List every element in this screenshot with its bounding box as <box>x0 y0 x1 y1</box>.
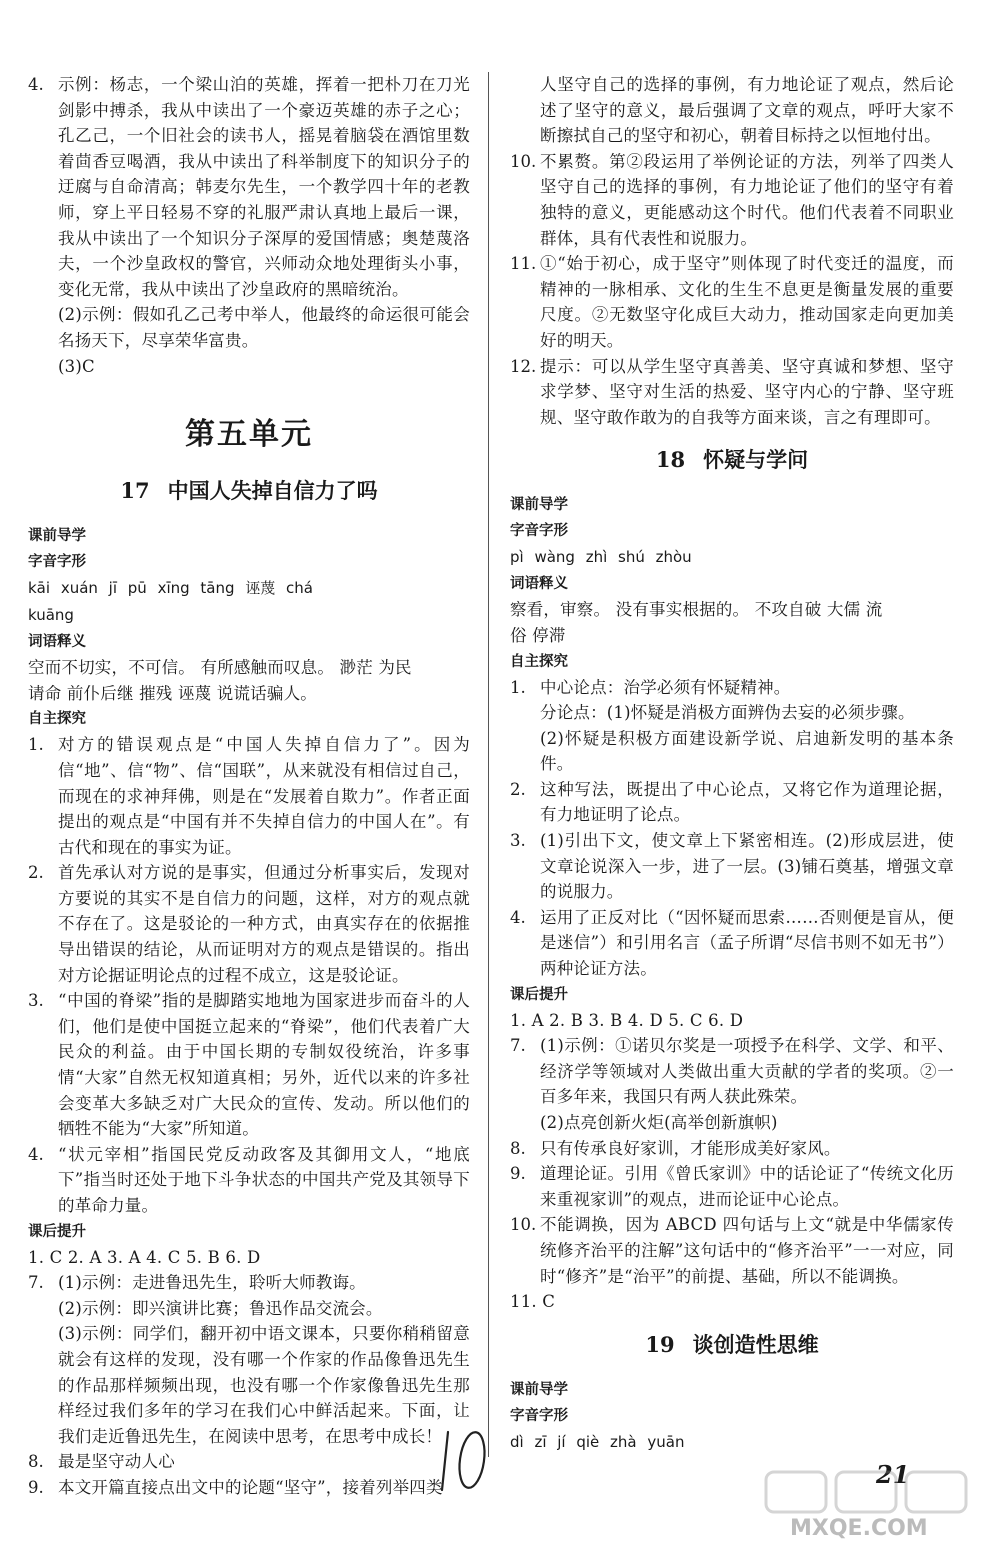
item-text: 提示：可以从学生坚守真善美、坚守真诚和梦想、坚守求学梦、坚守对生活的热爱、坚守内心的宁静、坚守班规、坚守敢作敢为的自我等方面来谈，言之有理即可。 <box>540 356 954 427</box>
item-text: ①“始于初心，成于坚守”则体现了时代变迁的温度，而精神的一脉相承、文化的生生不息更是衡量发展的重要尺度。②无数坚守化成巨大动力，推动国家走向更加美好的明天。 <box>540 254 954 350</box>
item-text: (2)示例：假如孔乙己考中举人，他最终的命运很可能会名扬天下，尽享荣华富贵。 <box>58 305 470 350</box>
item-number: 3. <box>28 991 44 1011</box>
answer-item <box>510 777 954 828</box>
item-number: 7. <box>510 1036 526 1056</box>
column-divider <box>488 72 489 1457</box>
item-text: 11. C <box>510 1292 556 1312</box>
handwritten-mark <box>434 1420 494 1500</box>
lesson-number: 19 <box>645 1331 675 1357</box>
item-text: 本文开篇直接点出文中的论题“坚守”，接着列举四类 <box>58 1477 443 1497</box>
answer-item <box>510 905 954 982</box>
item-text: (2)怀疑是积极方面建设新学说、启迪新发明的基本条件。 <box>540 728 954 774</box>
subsection-heading: 自主探究 <box>510 653 568 670</box>
answer-item <box>510 1212 954 1289</box>
item-text: (2)示例：即兴演讲比赛；鲁迅作品交流会。 <box>58 1298 383 1318</box>
section-heading: 课前导学 <box>510 1381 568 1398</box>
answer-item <box>510 1136 954 1162</box>
item-text: 运用了正反对比（“因怀疑而思索……否则便是盲从，便是迷信”）和引用名言（孟子所谓“尽信书则不如无书”）两种论证方法。 <box>540 907 954 979</box>
section-heading: 课前导学 <box>28 528 86 545</box>
section-heading: 课前导学 <box>510 497 568 514</box>
item-number: 4. <box>28 75 44 94</box>
item-number: 7. <box>28 1273 44 1293</box>
answer-item <box>510 149 954 251</box>
choice-answers: 1. C 2. A 3. A 4. C 5. B 6. D <box>28 1247 261 1267</box>
item-number: 1. <box>28 735 44 755</box>
subsection-heading: 课后提升 <box>28 1223 86 1240</box>
lesson-title <box>510 444 954 474</box>
answer-item <box>28 860 470 988</box>
item-text: 中心论点：治学必须有怀疑精神。 <box>540 677 791 697</box>
vocab-line: 空而不切实，不可信。 有所感触而叹息。 渺茫 为民 <box>28 658 412 678</box>
subsection-heading: 字音字形 <box>28 554 86 571</box>
item-number: 1. <box>510 677 526 697</box>
item-number: 10. <box>510 1215 537 1235</box>
item-text: (3)C <box>58 356 95 376</box>
vocab-line: 俗 停滞 <box>510 625 566 645</box>
answer-item <box>510 828 954 905</box>
item-text: 这种写法，既提出了中心论点，又将它作为道理论据，有力地证明了论点。 <box>540 779 954 825</box>
pinyin-line: dì zī jí qiè zhà yuān <box>510 1432 685 1451</box>
subsection-heading: 课后提升 <box>510 986 568 1003</box>
subsection-heading: 自主探究 <box>28 711 86 728</box>
item-text: 示例：杨志，一个梁山泊的英雄，挥着一把朴刀在刀光剑影中搏杀，我从中读出了一个豪迈英雄的赤子之心；孔乙己，一个旧社会的读书人，摇晃着脑袋在酒馆里数着茴香豆喝酒，我从中读出了科举制度下的知识分子的迂腐与自命清高；韩麦尔先生，一个教学四十年的老教师，穿上平日轻易不穿的礼服严肃认真地上最后一课，我从中读出了一个知识分子深厚的爱国情感；奥楚蔑洛夫，一个沙皇政权的警官，兴师动众地处理街头小事，变化无常，我从中读出了沙皇政府的黑暗统治。 <box>58 75 470 299</box>
lesson-name: 怀疑与学问 <box>703 447 809 473</box>
item-text: (3)示例：同学们，翻开初中语文课本，只要你稍稍留意就会有这样的发现，没有哪一个作家的作品像鲁迅先生的作品那样频频出现，也没有哪一个作家像鲁迅先生那样经过我们多年的学习在我们心中鲜活起来。下面，让我们走近鲁迅先生，在阅读中思考，在思考中成长！ <box>58 1324 470 1446</box>
pinyin-line: kuāng <box>28 606 74 625</box>
vocab-line: 察看，审察。 没有事实根据的。 不攻自破 大儒 流 <box>510 600 883 620</box>
unit-title: 第五单元 <box>185 417 313 453</box>
subsection-heading: 字音字形 <box>510 523 568 540</box>
subsection-heading: 词语释义 <box>28 634 86 651</box>
item-text: 最是坚守动人心 <box>58 1452 175 1472</box>
left-column <box>28 72 470 1501</box>
item-text: “状元宰相”指国民党反动政客及其御用文人，“地底下”指当时还处于地下斗争状态的中国共产党及其领导下的革命力量。 <box>58 1144 470 1215</box>
item-text: (1)示例：①诺贝尔奖是一项授予在科学、文学、和平、经济学等领域对人类做出重大贡献的学者的奖项。②一百多年来，我国只有两人获此殊荣。 <box>540 1036 954 1107</box>
pinyin-line: kāi xuán jī pū xīng tāng 诬蔑 chá <box>28 579 313 598</box>
item-text: (1)引出下文，使文章上下紧密相连。(2)形成层进，使文章论说深入一步，进了一层。(3)铺石奠基，增强文章的说服力。 <box>540 831 954 902</box>
lesson-name: 中国人失掉自信力了吗 <box>167 478 378 504</box>
lesson-name: 谈创造性思维 <box>692 1331 819 1357</box>
right-column <box>510 72 954 1456</box>
subsection-heading: 字音字形 <box>510 1407 568 1424</box>
lesson-number: 17 <box>120 478 150 504</box>
page-number: 21 <box>876 1460 910 1489</box>
lesson-number: 18 <box>655 447 686 473</box>
lesson-title <box>510 1329 954 1359</box>
vocab-line: 请命 前仆后继 摧残 诬蔑 说谎话骗人。 <box>28 683 317 703</box>
item-number: 12. <box>510 356 537 376</box>
item-number: 9. <box>510 1164 526 1184</box>
answer-item <box>510 675 954 777</box>
item-text: (1)示例：走进鲁迅先生，聆听大师教诲。 <box>58 1273 366 1293</box>
answer-item <box>28 732 470 860</box>
answer-item <box>28 1142 470 1219</box>
answer-item <box>28 1449 470 1475</box>
answer-item <box>28 72 470 302</box>
item-text: 首先承认对方说的是事实，但通过分析事实后，发现对方要说的其实不是自信力的问题，这样，对方的观点就不存在了。这是驳论的一种方式，由真实存在的依据推导出错误的结论，从而证明对方的观点是错误的。指出对方论据证明论点的过程不成立，这是驳论证。 <box>58 863 470 985</box>
item-number: 2. <box>510 779 526 799</box>
answer-item <box>510 354 954 431</box>
pinyin-line: pì wàng zhì shú zhòu <box>510 548 692 567</box>
item-number: 8. <box>510 1138 526 1158</box>
answer-item <box>510 1033 954 1135</box>
choice-answers: 1. A 2. B 3. B 4. D 5. C 6. D <box>510 1010 744 1030</box>
item-text: 不能调换，因为 ABCD 四句话与上文“就是中华儒家传统修齐治平的注解”这句话中的“修齐治平”一一对应，同时“修齐”是“治平”的前提、基础，所以不能调换。 <box>540 1215 954 1286</box>
item-number: 2. <box>28 863 44 883</box>
item-number: 4. <box>28 1144 44 1164</box>
item-text: 道理论证。引用《曾氏家训》中的话论证了“传统文化历来重视家训”的观点，进而论证中心论点。 <box>540 1164 954 1209</box>
item-number: 4. <box>510 907 526 927</box>
item-text: 分论点：(1)怀疑是消极方面辨伪去妄的必须步骤。 <box>540 703 915 723</box>
item-text: 只有传承良好家训，才能形成美好家风。 <box>540 1138 841 1158</box>
watermark-text: MXQE.COM <box>790 1516 928 1541</box>
subsection-heading: 词语释义 <box>510 576 568 593</box>
item-text: 不累赘。第②段运用了举例论证的方法，列举了四类人坚守自己的选择的事例，有力地论证了他们的坚守有着独特的意义，更能感动这个时代。他们代表着不同职业群体，具有代表性和说服力。 <box>540 151 954 248</box>
answer-item <box>28 1270 470 1449</box>
item-number: 8. <box>28 1452 44 1472</box>
item-text: 对方的错误观点是“中国人失掉自信力了”。因为信“地”、信“物”、信“国联”，从来就没有相信过自己，而现在的求神拜佛，则是在“发展着自欺力”。作者正面提出的观点是“中国有并不失掉自信力的中国人在”。有古代和现在的事实为证。 <box>58 735 470 857</box>
item-text: (2)点亮创新火炬(高举创新旗帜) <box>540 1113 778 1132</box>
item-text: 人坚守自己的选择的事例，有力地论证了观点，然后论述了坚守的意义，最后强调了文章的观点，呼吁大家不断擦拭自己的坚守和初心，朝着目标持之以恒地付出。 <box>540 75 954 146</box>
answer-item <box>28 1475 470 1501</box>
answer-item <box>510 251 954 353</box>
item-number: 9. <box>28 1477 44 1497</box>
lesson-title <box>28 475 470 505</box>
item-text: “中国的脊梁”指的是脚踏实地地为国家进步而奋斗的人们，他们是使中国挺立起来的“脊梁”，他们代表着广大民众的利益。由于中国长期的专制奴役统治，许多事情“大家”自然无权知道真相；另外，近代以来的许多社会变革大多缺乏对广大民众的宣传、发动。所以他们的牺牲不能为“大家”所知道。 <box>58 991 470 1139</box>
item-number: 3. <box>510 831 526 851</box>
answer-item <box>510 1161 954 1212</box>
answer-item <box>28 988 470 1142</box>
item-number: 10. <box>510 151 537 171</box>
item-number: 11. <box>510 254 537 274</box>
